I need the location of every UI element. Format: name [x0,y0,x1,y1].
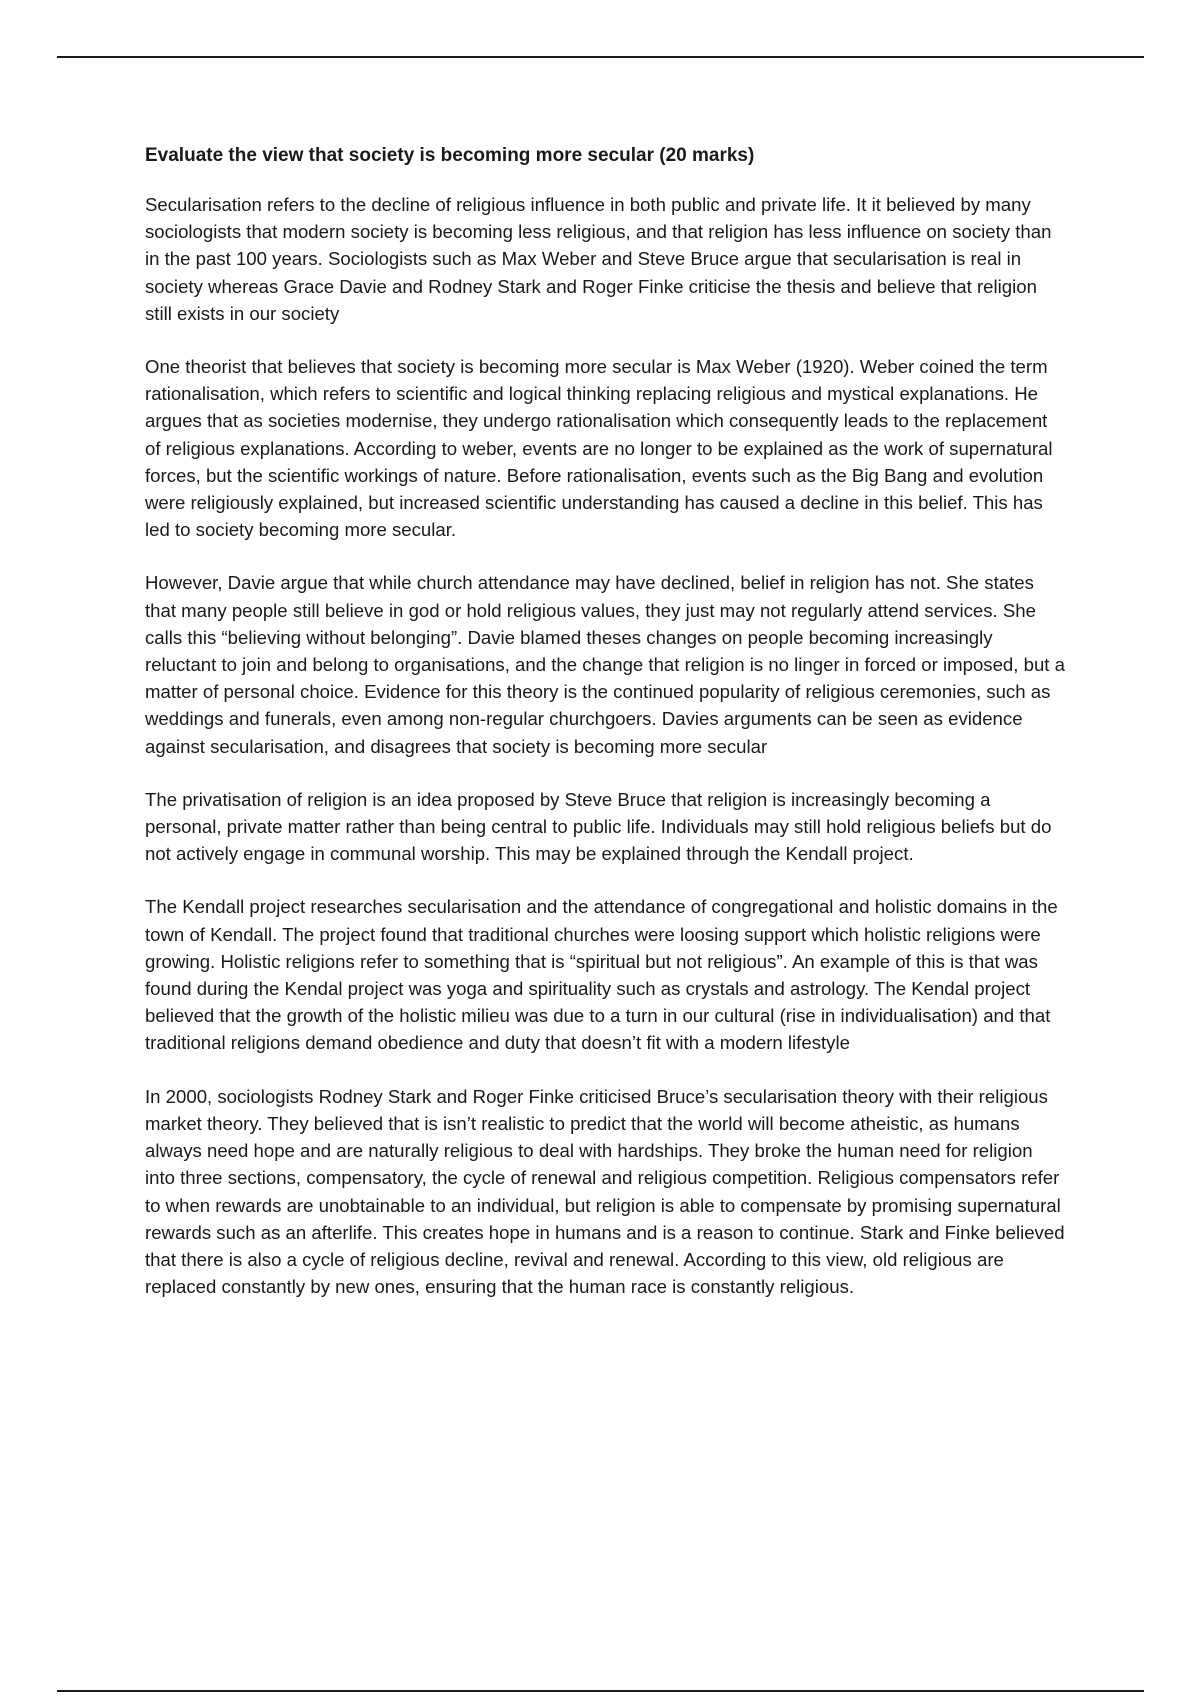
essay-title: Evaluate the view that society is becoming more secular (20 marks) [145,145,755,166]
paragraph-kendall: The Kendall project researches secularisation and the attendance of congregational and holistic domains in the town of Kendall. The project found that traditional churches were loosing support which holistic religions were growing. Holistic religions refer to something that is “spiritual but not religious”. An example of this is that was found during the Kendal project was yoga and spirituality such as crystals and astrology. The Kendal project believed that the growth of the holistic milieu was due to a turn in our cultural (rise in individualisation) and that traditional religions demand obedience and duty that doesn’t fit with a modern lifestyle [145,896,1058,1054]
paragraph-introduction: Secularisation refers to the decline of religious influence in both public and private life. It it believed by many sociologists that modern society is becoming less religious, and that religion has less influence on society than in the past 100 years. Sociologists such as Max Weber and Steve Bruce argue that secularisation is real in society whereas Grace Davie and Rodney Stark and Roger Finke criticise the thesis and believe that religion still exists in our society [145,194,1052,324]
top-divider [57,56,1144,58]
paragraph-stark-finke: In 2000, sociologists Rodney Stark and Roger Finke criticised Bruce’s secularisation theory with their religious market theory. They believed that is isn’t realistic to predict that the world will become atheistic, as humans always need hope and are naturally religious to deal with hardships. They broke the human need for religion into three sections, compensatory, the cycle of renewal and religious competition. Religious compensators refer to when rewards are unobtainable to an individual, but religion is able to compensate by promising supernatural rewards such as an afterlife. This creates hope in humans and is a reason to continue. Stark and Finke believed that there is also a cycle of religious decline, revival and renewal. According to this view, old religious are replaced constantly by new ones, ensuring that the human race is constantly religious. [145,1085,1065,1298]
paragraph-weber: One theorist that believes that society is becoming more secular is Max Weber (1920). Weber coined the term rationalisation, which refers to scientific and logical thinking replacing religious and mystical explanations. He argues that as societies modernise, they undergo rationalisation which consequently leads to the replacement of religious explanations. According to weber, events are no longer to be explained as the work of supernatural forces, but the scientific workings of nature. Before rationalisation, events such as the Big Bang and evolution were religiously explained, but increased scientific understanding has caused a decline in this belief. This has led to society becoming more secular. [145,356,1053,541]
bottom-divider [57,1690,1144,1692]
paragraph-davie: However, Davie argue that while church attendance may have declined, belief in religion has not. She states that many people still believe in god or hold religious values, they just may not regularly attend services. She calls this “believing without belonging”. Davie blamed theses changes on people becoming increasingly reluctant to join and belong to organisations, and the change that religion is no linger in forced or imposed, but a matter of personal choice. Evidence for this theory is the continued popularity of religious ceremonies, such as weddings and funerals, even among non-regular churchgoers. Davies arguments can be seen as evidence against secularisation, and disagrees that society is becoming more secular [145,572,1065,757]
paragraph-privatisation: The privatisation of religion is an idea proposed by Steve Bruce that religion is increasingly becoming a personal, private matter rather than being central to public life. Individuals may still hold religious beliefs but do not actively engage in communal worship. This may be explained through the Kendall project. [145,788,1052,865]
essay-body [145,142,1065,1326]
